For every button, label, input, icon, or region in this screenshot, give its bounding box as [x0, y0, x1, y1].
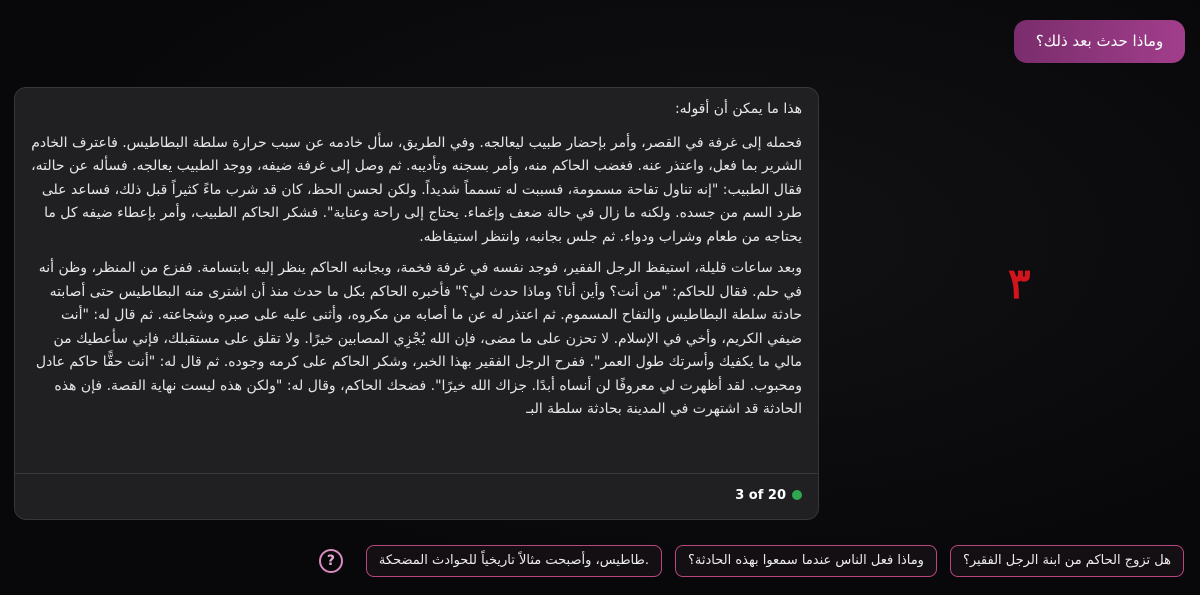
status-dot-icon [792, 490, 802, 500]
turn-counter [15, 488, 802, 503]
suggestion-chip[interactable]: .طاطيس، وأصبحت مثالاً تاريخياً للحوادث المضحكة [366, 545, 662, 577]
help-circle-icon[interactable]: ? [319, 549, 343, 573]
suggestion-chip[interactable]: هل تزوج الحاكم من ابنة الرجل الفقير؟ [950, 545, 1184, 577]
assistant-response-body [15, 88, 818, 476]
suggestion-chip[interactable]: وماذا فعل الناس عندما سمعوا بهذه الحادثة؟ [675, 545, 937, 577]
response-footer [15, 473, 818, 519]
response-intro: هذا ما يمكن أن أقوله: [674, 101, 802, 117]
user-message-bubble: وماذا حدث بعد ذلك؟ [1014, 20, 1185, 63]
suggestion-chips [319, 545, 1184, 577]
handwritten-number-mark: ٣ [1008, 259, 1031, 308]
response-paragraph: وبعد ساعات قليلة، استيقظ الرجل الفقير، فوجد نفسه في غرفة فخمة، وبجانبه الحاكم ينظر إليه بابتسامة. ففزع من المنظر، وظن أنه في حلم. فقال للحاكم: "من أنت؟ وأين أنا؟ وماذا حدث لي؟" فأخبره الحاكم بكل ما حدث منذ أن اشترى منه البطاطيس حتى أصابته حادثة سلطة البطاطيس والتفاح المسموم. ثم اعتذر له عن ما أصابه من مكروه، وأثنى عليه على صبره وشجاعته. ثم قال له: "أنت ضيفي الكريم، وأخي في الإسلام. لا تحزن على ما مضى، فإن الله يُجْزِي المصابين خيرًا. ولا تقلق على مستقبلك، فإني سأعطيك من مالي ما يكفيك وأسرتك طول العمر". ففرح الرجل الفقير بهذا الخبر، وشكر الحاكم على كرمه وجوده. ثم قال له: "أنت حقًّا حاكم عادل ومحبوب. لقد أظهرت لي معروفًا لن أنساه أبدًا. جزاك الله خيرًا". فضحك الحاكم، وقال له: "ولكن هذه ليست نهاية القصة. فإن هذه الحادثة قد اشتهرت في المدينة بحادثة سلطة البـ [35, 260, 802, 417]
response-paragraph: فحمله إلى غرفة في القصر، وأمر بإحضار طبيب ليعالجه. وفي الطريق، سأل خادمه عن سبب حرارة سلطة البطاطيس. فاعترف الخادم الشرير بما فعل، واعتذر عنه. فغضب الحاكم منه، وأمر بسجنه وتأديبه. ثم وصل إلى غرفة ضيفه، ووجد الطبيب يعالجه. فسأله عن حالته، فقال الطبيب: "إنه تناول تفاحة مسمومة، فسببت له تسمماً شديداً. ولكن لحسن الحظ، كان قد شرب ماءً كثيراً قبل ذلك، فساعد على طرد السم من جسده. ولكنه ما زال في حالة ضعف وإغماء. يحتاج إلى راحة وعناية". فشكر الحاكم الطبيب، وأمر بإعطاء ضيفه كل ما يحتاجه من طعام وشراب ودواء. ثم جلس بجانبه، وانتظر استيقاظه. [31, 134, 802, 245]
assistant-response-card [14, 87, 819, 520]
turn-counter-text: 3 of 20 [735, 488, 786, 503]
